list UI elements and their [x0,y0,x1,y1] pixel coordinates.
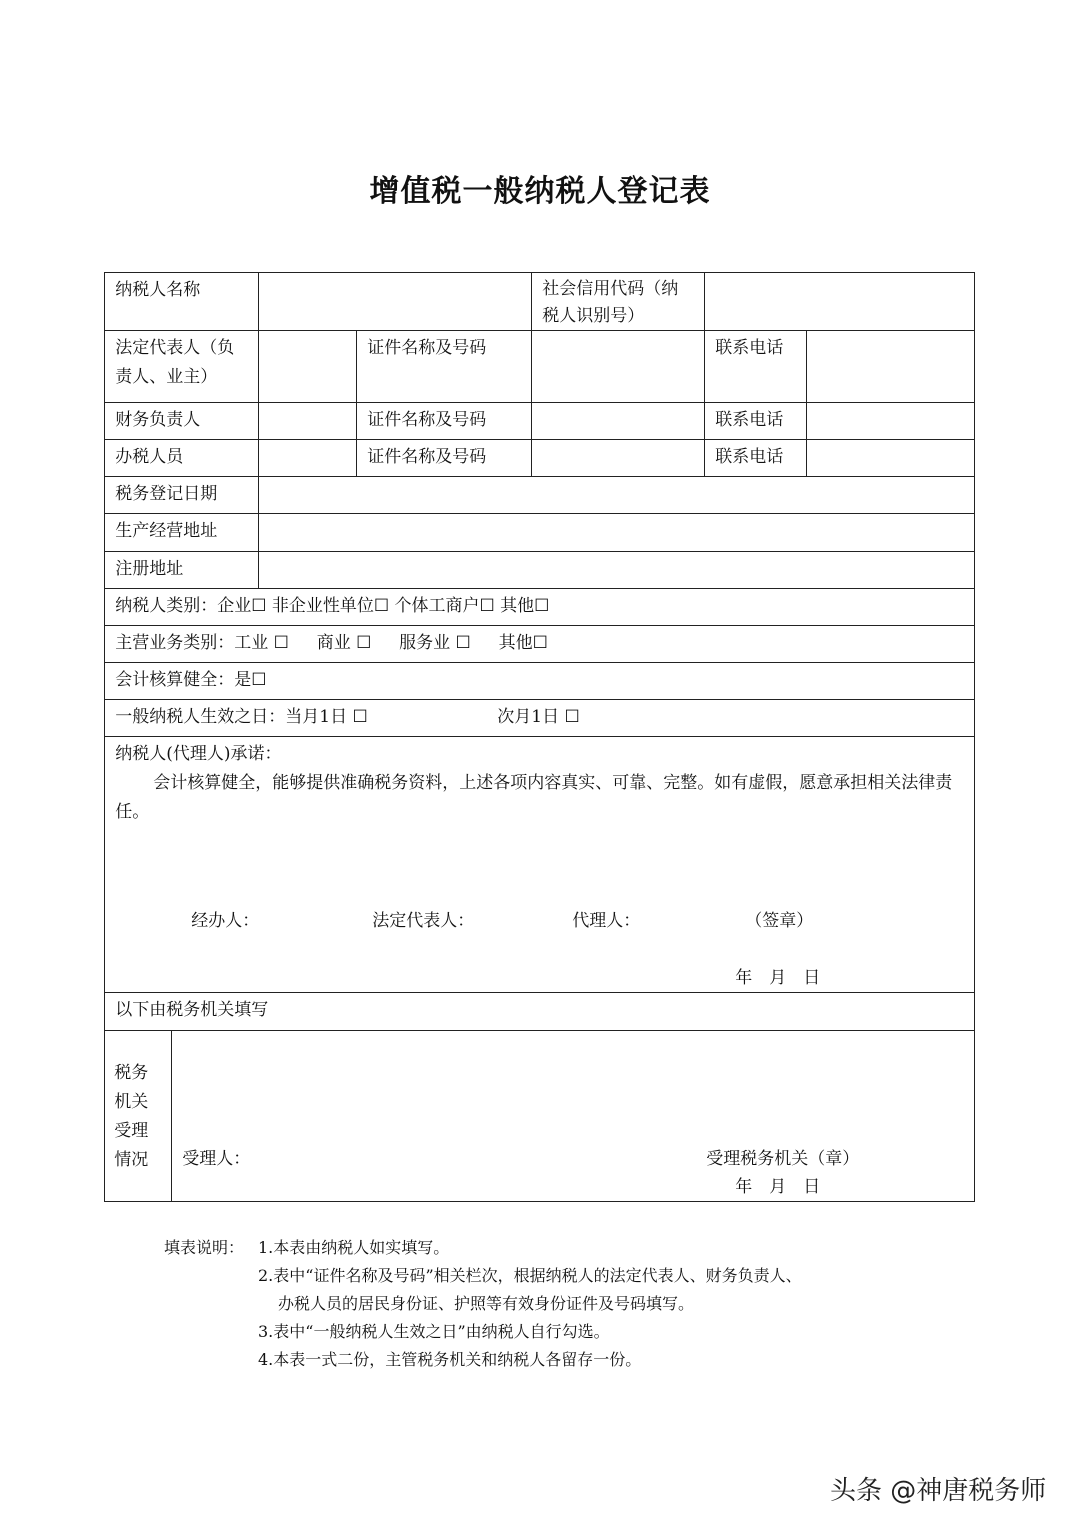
field-legal-rep[interactable] [258,330,357,403]
office-accept-field [171,1030,975,1202]
date-label: 年 月 日 [735,1177,821,1198]
label-tax-officer: 办税人员 [104,439,259,477]
office-seal-label: 受理税务机关（章） [706,1149,860,1170]
field-finance-head[interactable] [258,402,357,440]
label-reg-address: 注册地址 [104,551,259,589]
label-biz-address: 生产经营地址 [104,513,259,552]
label-taxpayer-name: 纳税人名称 [104,272,259,331]
field-reg-address[interactable] [258,551,975,589]
taxpayer-type-row[interactable]: 纳税人类别：企业☐ 非企业性单位☐ 个体工商户☐ 其他☐ [104,588,975,626]
field-reg-date[interactable] [258,476,975,514]
handler-label: 经办人： [191,911,260,932]
label-phone: 联系电话 [704,402,807,440]
label-finance-head: 财务负责人 [104,402,259,440]
label-id: 证件名称及号码 [356,402,532,440]
business-type-row[interactable]: 主营业务类别：工业 ☐ 商业 ☐ 服务业 ☐ 其他☐ [104,625,975,663]
note-2: 2.表中“证件名称及号码”相关栏次，根据纳税人的法定代表人、财务负责人、 [258,1266,802,1285]
label-legal-rep: 法定代表人（负责人、业主） [104,330,259,403]
effective-next-month[interactable]: 次月1日 ☐ [497,707,580,728]
office-accept-label: 税务机关受理情况 [104,1030,172,1202]
label-phone: 联系电话 [704,439,807,477]
effective-date-row[interactable] [104,699,975,737]
pledge-section [104,736,975,993]
effective-current-month[interactable]: 一般纳税人生效之日：当月1日 ☐ [115,707,368,728]
seal-label: （签章） [745,911,814,932]
field-biz-address[interactable] [258,513,975,552]
label-id: 证件名称及号码 [356,330,532,403]
field-id[interactable] [531,402,705,440]
note-2-cont: 办税人员的居民身份证、护照等有效身份证件及号码填写。 [278,1294,695,1313]
page-title: 增值税一般纳税人登记表 [369,174,711,209]
note-1: 1.本表由纳税人如实填写。 [258,1238,450,1257]
watermark: 头条 @神唐税务师 [830,1476,1047,1506]
pledge-text: 会计核算健全，能够提供准确税务资料，上述各项内容真实、可靠、完整。如有虚假，愿意承担相关法律责任。 [115,773,953,823]
label-id: 证件名称及号码 [356,439,532,477]
notes-label: 填表说明： [164,1238,245,1257]
date-label: 年 月 日 [735,968,821,989]
field-phone[interactable] [806,439,975,477]
note-3: 3.表中“一般纳税人生效之日”由纳税人自行勾选。 [258,1322,610,1341]
field-credit-code[interactable] [704,272,975,331]
field-taxpayer-name[interactable] [258,272,532,331]
note-4: 4.本表一式二份，主管税务机关和纳税人各留存一份。 [258,1350,642,1369]
legal-sign-label: 法定代表人： [372,911,475,932]
label-reg-date: 税务登记日期 [104,476,259,514]
label-phone: 联系电话 [704,330,807,403]
field-phone[interactable] [806,330,975,403]
pledge-title: 纳税人(代理人)承诺： [115,744,282,765]
field-id[interactable] [531,439,705,477]
field-tax-officer[interactable] [258,439,357,477]
office-fill-row: 以下由税务机关填写 [104,992,975,1031]
field-phone[interactable] [806,402,975,440]
field-id[interactable] [531,330,705,403]
agent-label: 代理人： [572,911,641,932]
accounting-row[interactable]: 会计核算健全：是☐ [104,662,975,700]
receiver-label: 受理人： [182,1149,251,1170]
label-credit-code: 社会信用代码（纳税人识别号） [531,272,705,331]
